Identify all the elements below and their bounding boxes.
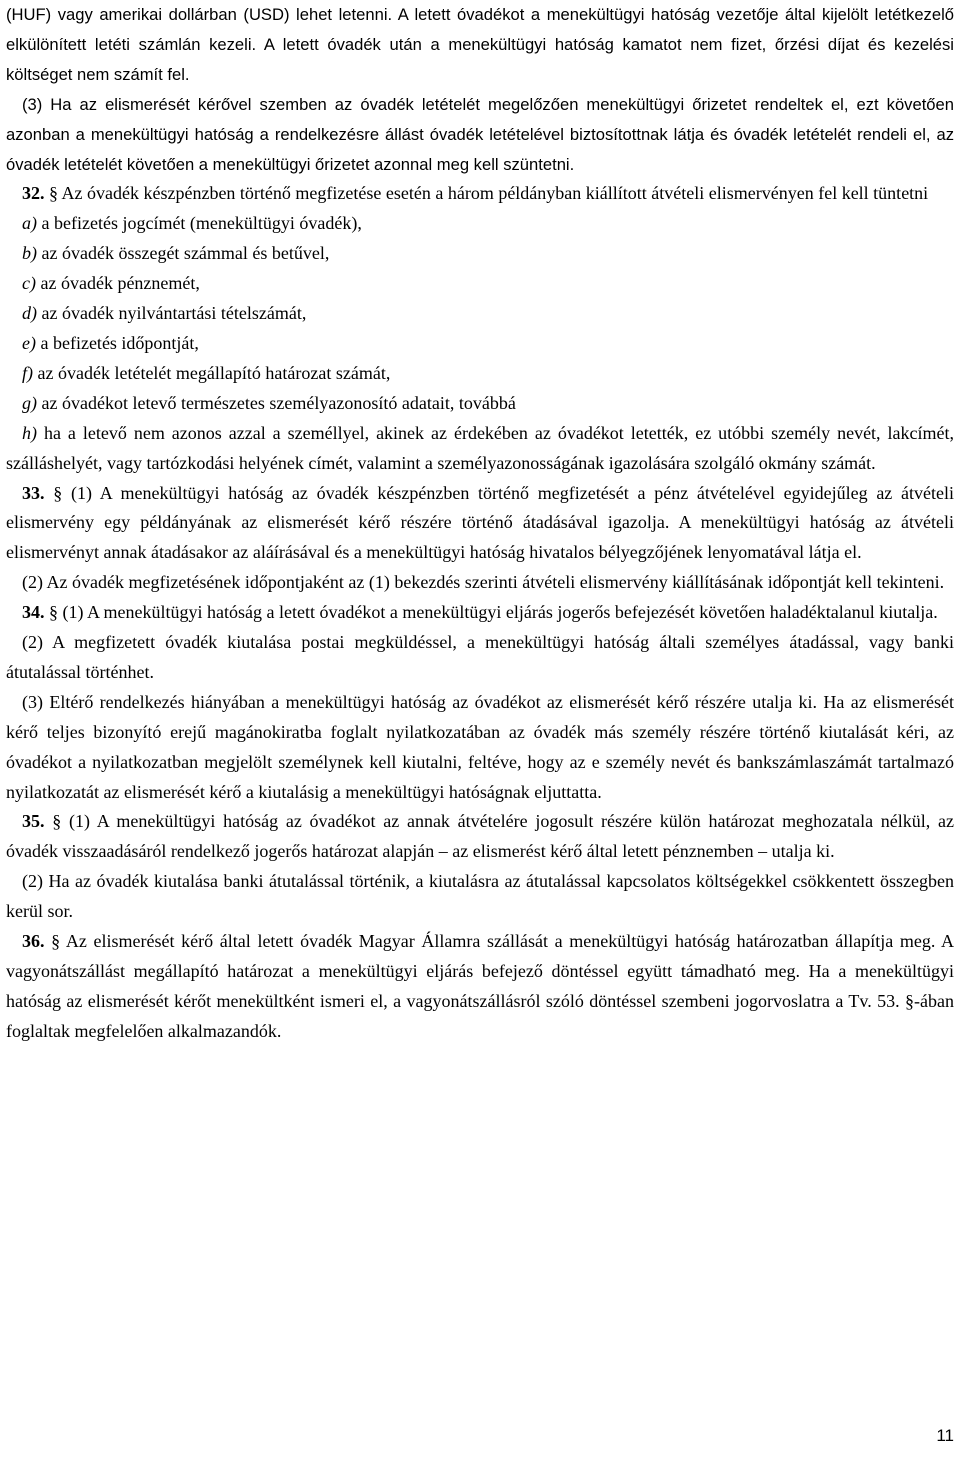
section-34 [6,598,954,628]
list-item-label: b) [22,243,37,264]
section-35-para-1: (1) A menekültügyi hatóság az óvadékot az annak átvételére jogosult részére külön határozat meghozatala nélkül, az óvadék visszaadásáról rendelkező jogerős határozat alapján – az elismerést kérő által letett pénznemben – utalja ki. [6,811,955,862]
section-number: 35. [22,811,45,832]
list-item-text: a befizetés időpontját, [40,332,199,353]
list-item-label: a) [22,213,37,234]
list-item [6,239,954,269]
list-item-text: az óvadék letételét megállapító határozat számát, [37,362,391,383]
section-32-list [6,209,954,478]
list-item-text: az óvadék összegét számmal és betűvel, [41,243,330,264]
paragraph-3-custody: (3) Ha az elismerését kérővel szemben az óvadék letételét megelőzően menekültügyi őrizetet rendeltek el, ezt követően azonban a menekültügyi hatóság a rendelkezésre állást óvadék letételével biztosítottnak látja és óvadék letételét rendeli el, az óvadék letételét követően a menekültügyi őrizetet azonnal meg kell szüntetni. [6,94,954,174]
section-35 [6,807,954,867]
section-32-intro: Az óvadék készpénzben történő megfizetése esetén a három példányban kiállított átvételi elismervényen fel kell tüntetni [61,183,929,204]
section-36-text: Az elismerését kérő által letett óvadék Magyar Államra szállását a menekültügyi hatóság határozatban állapítja meg. A vagyonátszállást megállapító határozat a menekültügyi eljárás befejező döntéssel együtt támadható meg. Ha a menekültügyi hatóság az elismerését kérőt menekültként ismeri el, a vagyonátszállásról szóló döntéssel szembeni jogorvoslatra a Tv. 53. §-ában foglaltak megfelelően alkalmazandók. [6,931,955,1041]
list-item-text: a befizetés jogcímét (menekültügyi óvadék), [41,213,362,234]
section-34-para-2: (2) A megfizetett óvadék kiutalása postai megküldéssel, a menekültügyi hatóság általi személyes átadással, vagy banki átutalással történhet. [6,632,954,682]
paragraph-deposit-currency: (HUF) vagy amerikai dollárban (USD) lehet letenni. A letett óvadékot a menekültügyi hatóság vezetője által kijelölt letétkezelő elkülönített letéti számlán kezeli. A letett óvadék után a menekültügyi hatóság kamatot nem fizet, őrzési díjat és kezelési költséget nem számít fel. [6,5,954,84]
section-33-para-2: (2) Az óvadék megfizetésének időpontjaként az (1) bekezdés szerinti átvételi elismervény kiállításának időpontját kell tekinteni. [22,572,945,593]
section-sign: § [52,811,62,832]
list-item-label: d) [22,303,37,324]
list-item [6,269,954,299]
list-item-label: e) [22,332,36,353]
list-item [6,389,954,419]
section-33-para-1: (1) A menekültügyi hatóság az óvadék készpénzben történő megfizetését a pénz átvételével egyidejűleg az átvételi elismervény egy példányának az elismerését kérő részére történő átadásával igazolja. A menekültügyi hatóság az átvételi elismervényt annak átadásakor az aláírásával és a menekültügyi hatóság hivatalos bélyegzőjének lenyomatával látja el. [6,482,955,563]
section-sign: § [49,183,58,204]
section-number: 36. [22,931,45,952]
section-number: 32. [22,183,45,204]
document-page [6,0,954,1047]
list-item-text: az óvadékot letevő természetes személyazonosító adatait, továbbá [41,392,516,413]
section-36 [6,927,954,1047]
list-item [6,359,954,389]
section-sign: § [49,602,58,623]
list-item [6,419,954,479]
section-32 [6,179,954,209]
list-item [6,329,954,359]
list-item-text: ha a letevő nem azonos azzal a személlyel, akinek az érdekében az óvadékot letették, ez utóbbi személy nevét, lakcímét, szálláshelyét, vagy tartózkodási helyének címét, valamint a személyazonosságának igazolására szolgáló okmány számát. [6,422,954,473]
section-35-para-2: (2) Ha az óvadék kiutalása banki átutalással történik, a kiutalásra az átutalással kapcsolatos költségekkel csökkentett összegben kerül sor. [6,871,954,922]
section-sign: § [53,482,63,503]
list-item-text: az óvadék nyilvántartási tételszámát, [41,303,307,324]
list-item-label: g) [22,392,37,413]
section-34-para-1: (1) A menekültügyi hatóság a letett óvadékot a menekültügyi eljárás jogerős befejezését követően haladéktalanul kiutalja. [62,602,938,623]
section-number: 33. [22,482,45,503]
list-item-text: az óvadék pénznemét, [40,273,200,294]
page-number: 11 [936,1426,954,1445]
list-item [6,209,954,239]
section-34-para-3: (3) Eltérő rendelkezés hiányában a menekültügyi hatóság az óvadékot az elismerését kérő részére utalja ki. Ha az elismerését kérő teljes bizonyító erejű magánokiratba foglalt nyilatkozatában az óvadék más személy részére történő kiutalását kéri, az óvadékot a nyilatkozatban megjelölt személynek kell kiutalni, feltéve, hogy az e személy nevét és bankszámlaszámát tartalmazó nyilatkozatát az elismerését kérő a kiutalásig a menekültügyi hatóságnak eljuttatta. [6,691,954,802]
section-number: 34. [22,602,45,623]
list-item-label: h) [22,422,37,443]
list-item-label: c) [22,273,36,294]
section-sign: § [51,931,61,952]
list-item-label: f) [22,362,33,383]
section-33 [6,479,954,569]
list-item [6,299,954,329]
